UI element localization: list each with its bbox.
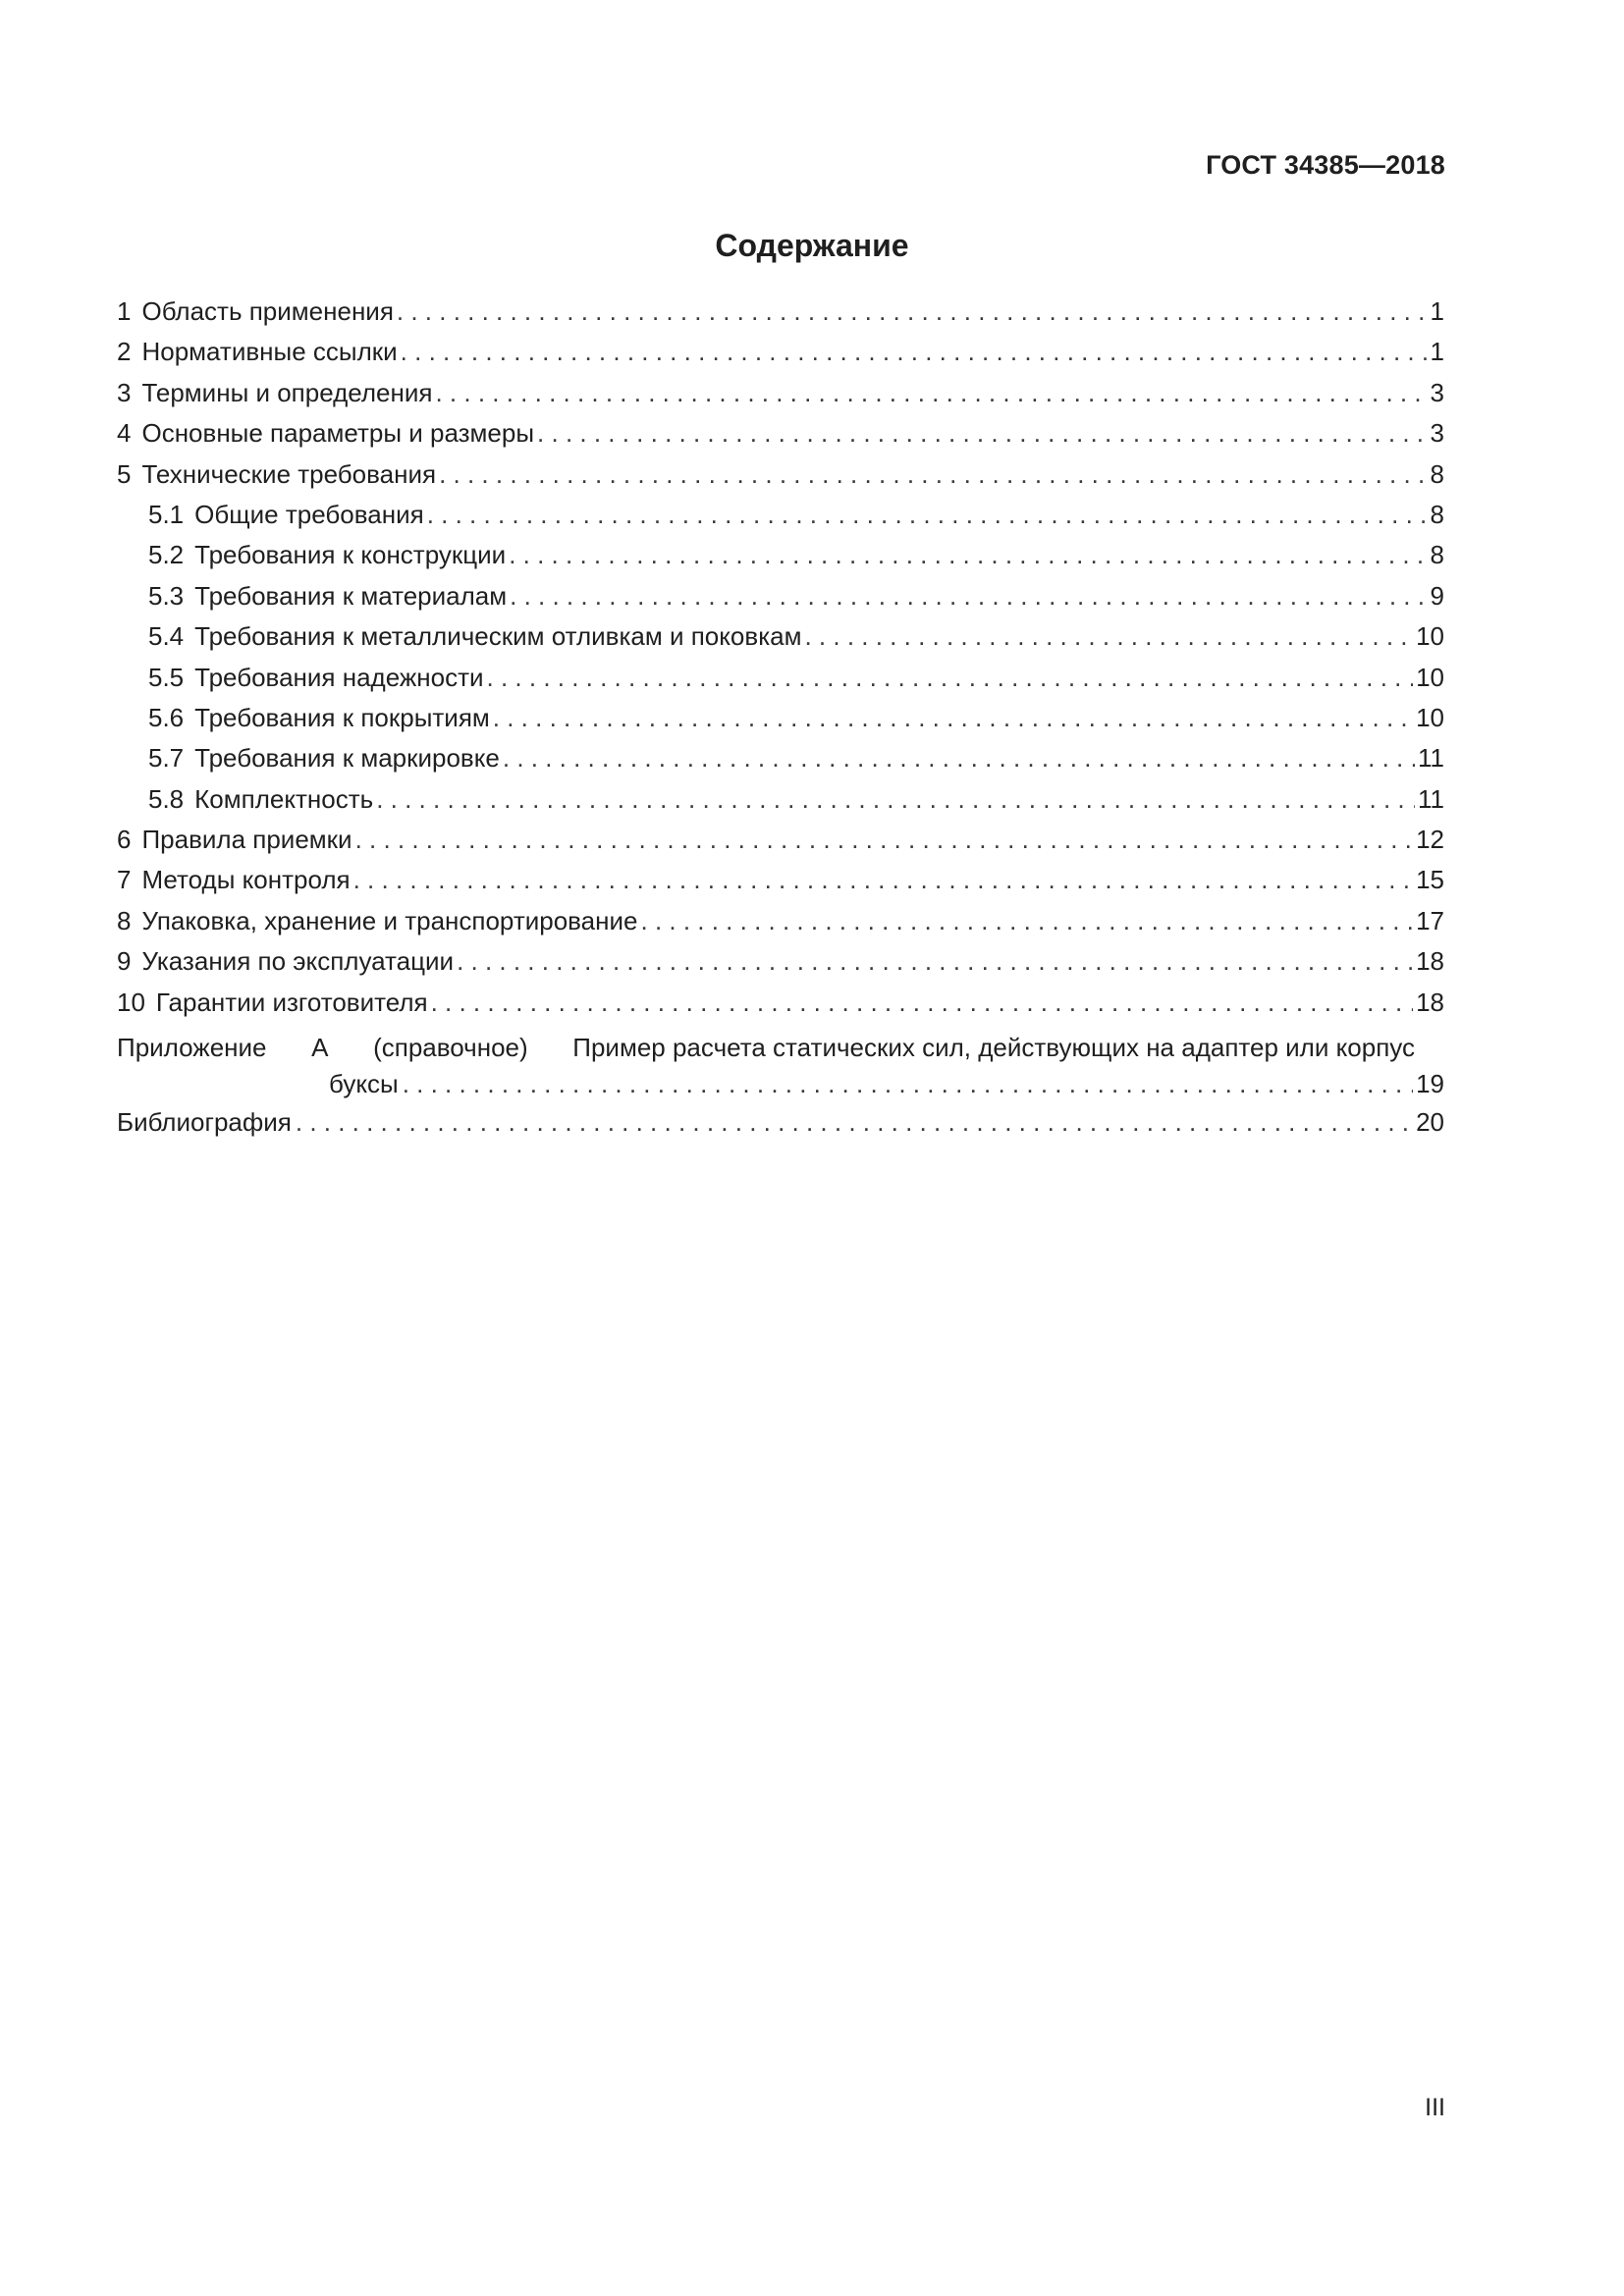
toc-entry-page: 1 [1430, 337, 1444, 367]
toc-entry-page: 11 [1418, 743, 1444, 774]
appendix-continuation-line [117, 1066, 1444, 1102]
toc-entry-page: 18 [1416, 987, 1444, 1017]
toc-entry-title [117, 296, 394, 327]
toc-entry[interactable] [117, 621, 1444, 662]
leader-dots [435, 378, 1427, 408]
toc-entry[interactable] [117, 500, 1444, 540]
toc-entry-page: 12 [1416, 825, 1444, 855]
toc-entry-title [117, 337, 398, 367]
leader-dots [376, 784, 1415, 815]
toc-entry-text: Упаковка, хранение и транспортирование [141, 905, 638, 935]
toc-entry-title [148, 621, 801, 652]
toc-entry-title [148, 703, 490, 733]
leader-dots [641, 906, 1414, 936]
leader-dots [427, 500, 1428, 530]
leader-dots [403, 1066, 1413, 1102]
toc-entry-number: 10 [117, 987, 145, 1017]
toc-entry-title [117, 459, 436, 490]
bibliography-page: 20 [1416, 1107, 1444, 1138]
toc-entry-title [117, 825, 352, 855]
toc-entry-number: 5.7 [148, 743, 185, 774]
toc-entry-number: 7 [117, 865, 132, 895]
toc-entry-number: 5.2 [148, 540, 185, 570]
toc-entry-title [117, 946, 454, 977]
toc-entry-number: 5.4 [148, 621, 185, 652]
toc-entry-number: 1 [117, 296, 132, 326]
toc-entry-text: Требования к материалам [194, 580, 508, 611]
toc-entry-number: 3 [117, 377, 132, 407]
toc-entry-page: 8 [1430, 499, 1444, 529]
toc-entry-title [148, 540, 506, 570]
toc-entry-number: 5 [117, 458, 132, 489]
appendix-heading-line [117, 1030, 1444, 1066]
leader-dots [510, 581, 1427, 612]
toc-entry-text: Требования к маркировке [194, 743, 500, 774]
toc-title: Содержание [715, 228, 909, 263]
toc-entry[interactable] [117, 663, 1444, 703]
toc-entry[interactable] [117, 743, 1444, 783]
toc-entry-text: Общие требования [194, 499, 424, 529]
toc-entry[interactable] [117, 865, 1444, 905]
toc-entry-title [148, 663, 484, 693]
standard-code: ГОСТ 34385—2018 [1206, 150, 1445, 180]
toc-entry-text: Требования к конструкции [194, 540, 507, 570]
toc-entry[interactable] [117, 378, 1444, 418]
toc-entry-page: 10 [1416, 621, 1444, 652]
toc-entry-title [148, 581, 507, 612]
toc-entry-page: 1 [1430, 296, 1444, 326]
toc-entry-title [148, 500, 424, 530]
toc-entry-text: Методы контроля [141, 865, 351, 895]
toc-entry-page: 10 [1416, 662, 1444, 692]
toc-entry[interactable] [117, 581, 1444, 621]
toc-entry[interactable] [117, 337, 1444, 377]
toc-entry-page: 10 [1416, 702, 1444, 732]
toc-entry-number: 5.6 [148, 702, 185, 732]
appendix-letter: А [311, 1033, 329, 1063]
leader-dots [397, 296, 1428, 327]
leader-dots [296, 1107, 1413, 1138]
leader-dots [355, 825, 1414, 855]
toc-entry-text: Требования к металлическим отливкам и поковкам [194, 621, 802, 652]
toc-entry[interactable] [117, 825, 1444, 865]
toc-entry-text: Гарантии изготовителя [155, 987, 428, 1017]
toc-entry-number: 5.3 [148, 580, 185, 611]
toc-entry[interactable] [117, 459, 1444, 500]
toc-entry-page: 18 [1416, 946, 1444, 977]
leader-dots [804, 621, 1413, 652]
appendix-kind: (справочное) [373, 1033, 528, 1063]
toc-entry-text: Технические требования [141, 458, 437, 489]
toc-entry[interactable] [117, 784, 1444, 825]
appendix-title-line1: Пример расчета статических сил, действующих на адаптер или корпус [572, 1033, 1415, 1063]
toc-entry-page: 8 [1430, 540, 1444, 570]
toc-entry-text: Основные параметры и размеры [141, 418, 535, 449]
toc-entry-title [117, 378, 432, 408]
leader-dots [503, 743, 1415, 774]
toc-entry-number: 9 [117, 946, 132, 977]
leader-dots [401, 337, 1428, 367]
toc-entry-page: 17 [1416, 905, 1444, 935]
toc-entry[interactable] [117, 703, 1444, 743]
toc-entry-page: 15 [1416, 865, 1444, 895]
leader-dots [439, 459, 1427, 490]
toc-entry-number: 4 [117, 418, 132, 449]
toc-appendix[interactable] [117, 1030, 1444, 1102]
toc-entry-text: Область применения [141, 296, 394, 326]
toc-entry-text: Комплектность [194, 783, 374, 814]
toc-entry[interactable] [117, 296, 1444, 337]
toc-entry-title [117, 418, 534, 449]
toc-entry-text: Правила приемки [141, 825, 352, 855]
toc-entry-text: Указания по эксплуатации [141, 946, 455, 977]
toc-entry[interactable] [117, 988, 1444, 1028]
toc-entry-text: Нормативные ссылки [141, 337, 398, 367]
toc-entry-text: Требования к покрытиям [194, 702, 490, 732]
toc-entry-page: 3 [1430, 418, 1444, 449]
toc-entry[interactable] [117, 906, 1444, 946]
leader-dots [509, 540, 1427, 570]
toc-entry-title [148, 784, 373, 815]
leader-dots [353, 865, 1413, 895]
toc-entry-page: 3 [1430, 377, 1444, 407]
toc-entry-page: 8 [1430, 458, 1444, 489]
toc-entry-number: 5.5 [148, 662, 185, 692]
appendix-label: Приложение [117, 1033, 267, 1063]
leader-dots [431, 988, 1414, 1018]
toc-entry-title [117, 865, 351, 895]
leader-dots [537, 418, 1427, 449]
toc-entry-number: 8 [117, 905, 132, 935]
leader-dots [457, 946, 1413, 977]
toc-entry-text: Требования надежности [194, 662, 484, 692]
toc-entry-text: Термины и определения [141, 377, 433, 407]
toc-entry-page: 11 [1418, 783, 1444, 814]
page-number: III [1425, 2094, 1445, 2121]
toc-entries [117, 296, 1444, 1028]
toc-entry-number: 5.1 [148, 499, 185, 529]
toc-entry[interactable] [117, 540, 1444, 580]
toc-entry-number: 5.8 [148, 783, 185, 814]
toc-entry-title [117, 906, 638, 936]
toc-entry-title [148, 743, 500, 774]
toc-entry[interactable] [117, 418, 1444, 458]
toc-entry-number: 6 [117, 825, 132, 855]
leader-dots [487, 663, 1414, 693]
table-of-contents [117, 296, 1444, 1148]
bibliography-title: Библиография [117, 1107, 292, 1138]
toc-entry-number: 2 [117, 337, 132, 367]
appendix-page: 19 [1416, 1069, 1444, 1099]
leader-dots [493, 703, 1413, 733]
toc-entry[interactable] [117, 946, 1444, 987]
toc-entry-title [117, 988, 428, 1018]
toc-entry-page: 9 [1430, 580, 1444, 611]
toc-bibliography[interactable] [117, 1107, 1444, 1148]
appendix-title-line2: буксы [329, 1069, 399, 1099]
